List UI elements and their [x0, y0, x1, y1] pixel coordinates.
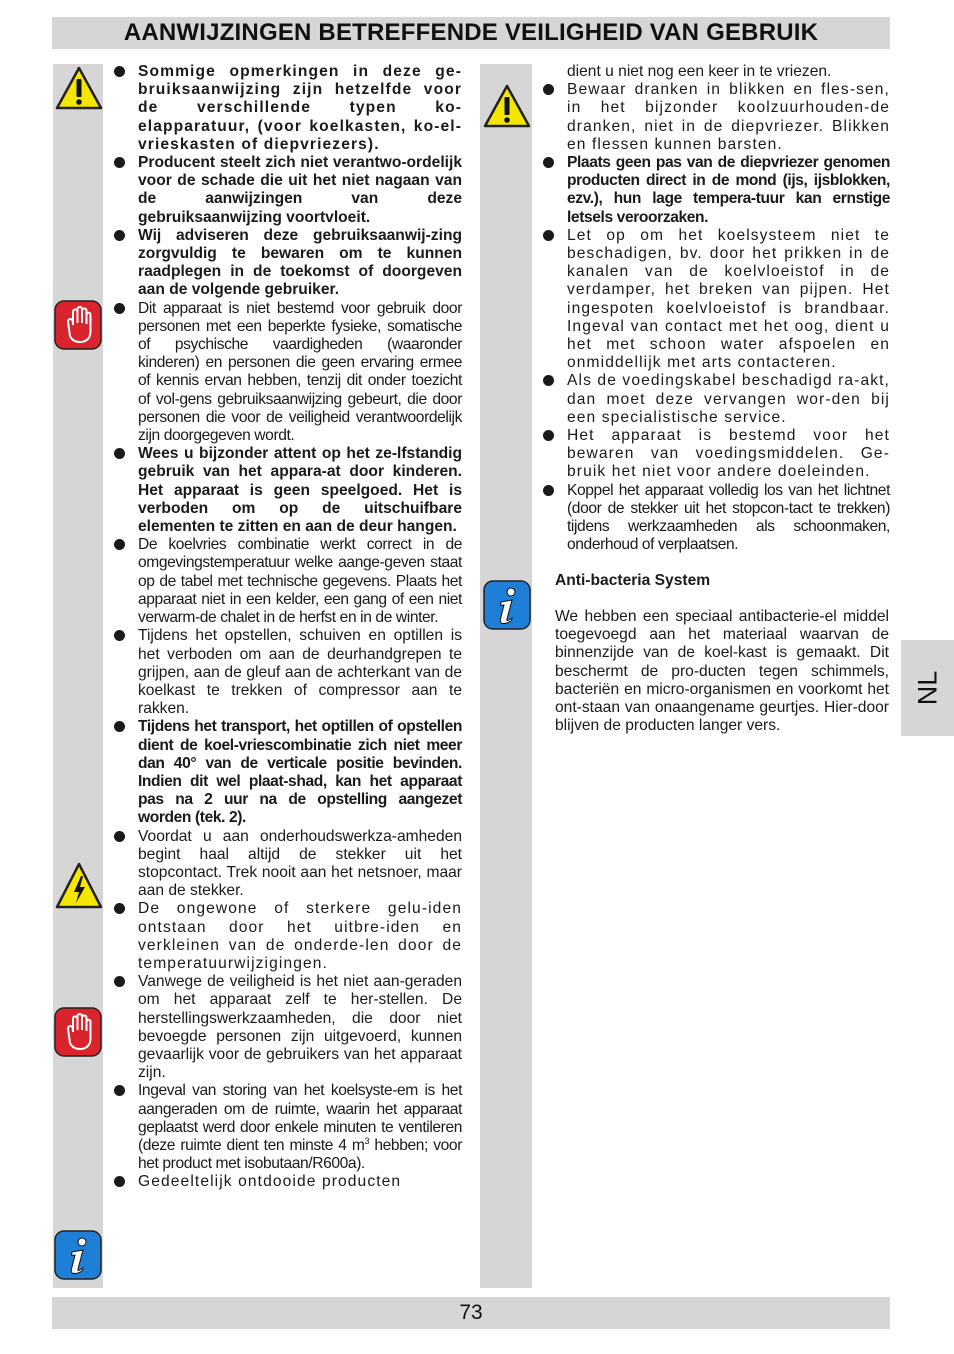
list-item — [541, 427, 890, 482]
bullet-icon — [114, 539, 125, 550]
list-item — [541, 227, 890, 373]
list-item — [112, 1082, 462, 1173]
stop-hand-icon — [54, 1007, 102, 1057]
language-tab — [901, 640, 954, 736]
item-text: dient u niet nog een keer in te vriezen. — [567, 63, 832, 80]
bullet-icon — [114, 157, 125, 168]
warning-triangle-icon — [483, 84, 531, 128]
item-text: Producent steelt zich niet verantwo-ordelijk voor de schade die uit het niet nagaan van de aanwijzingen van deze gebruiksaanwijzing voortvloeit. — [138, 154, 462, 226]
list-item — [112, 536, 462, 627]
page-number: 73 — [459, 1301, 483, 1324]
item-text: Gedeeltelijk ontdooide producten — [138, 1173, 402, 1191]
stop-hand-icon — [54, 300, 102, 350]
item-text: Dit apparaat is niet bestemd voor gebruik door personen met een beperkte fysieke, somatische of psychische vaardigheden (waaronder kinderen) en personen die geen ervaring ermee of kennis ervan hebben, tenzij dit onder toezicht of vol-gens gebruiksaanwijzing gebeurt, die door personen die voor de veiligheid verantwoordelijk zijn doorgegeven wordt. — [138, 299, 462, 445]
item-text: hebben; voor het product met isobutaan/R600a). — [138, 1136, 462, 1173]
item-text: Bewaar dranken in blikken en fles-sen, in het bijzonder koolzuurhouden-de dranken, niet in de diepvriezer. Blikken en flessen kunnen barsten. — [567, 81, 890, 153]
item-text: Voordat u aan onderhoudswerkza-amheden begint haal altijd de stekker uit het stopcontact. Trek nooit aan het netsnoer, maar aan de stekker. — [138, 827, 462, 900]
info-icon — [54, 1230, 102, 1280]
bullet-icon — [114, 1085, 125, 1096]
list-item — [541, 372, 890, 427]
item-text: Als de voedingskabel beschadigd ra-akt, dan moet deze vervangen wor-den bij een specialistische service. — [567, 372, 890, 426]
right-icon-gutter — [480, 64, 532, 1288]
list-item — [112, 828, 462, 901]
bullet-icon — [114, 303, 125, 314]
item-text: Tijdens het transport, het optillen of opstellen dient de koel-vriescombinatie zich niet meer dan 40° van de verticale positie bevinden. Indien dit wel plaat-shad, kan het apparaat pas na 2 uur na de opstelling aangezet worden (tek. 2). — [138, 718, 462, 827]
footer-bar — [52, 1297, 890, 1329]
list-item — [541, 154, 890, 227]
bullet-icon — [543, 485, 554, 496]
bullet-icon — [114, 630, 125, 641]
list-item — [112, 154, 462, 227]
language-tab-label: NL — [912, 670, 942, 706]
bullet-icon — [543, 375, 554, 386]
bullet-icon — [543, 230, 554, 241]
bullet-icon — [543, 84, 554, 95]
item-text: Wees u bijzonder attent op het ze-lfstandig gebruik van het appara-at door kinderen. Het apparaat is geen speelgoed. Het is verboden om op de uitschuifbare elementen te zitten en aan de deur hangen. — [138, 445, 462, 536]
list-item — [112, 1173, 462, 1191]
list-item — [112, 900, 462, 973]
item-text: Let op om het koelsysteem niet te beschadigen, bv. door het prikken in de kanalen van de koelvloeistof in de verdamper, het breken van pijpen. Het ingespoten koelvloeistof is brandbaar. Ingeval van contact met het oog, dient u het met schoon water afspoelen en onmiddellijk met arts contacteren. — [567, 226, 890, 372]
list-item — [112, 718, 462, 827]
bullet-icon — [114, 721, 125, 732]
list-item — [112, 445, 462, 536]
bullet-icon — [114, 230, 125, 241]
left-text-column — [112, 63, 462, 1192]
list-item-continued — [541, 63, 890, 81]
bullet-icon — [114, 976, 125, 987]
item-text: De koelvries combinatie werkt correct in de omgevingstemperatuur welke aange-geven staat op de tabel met technische gegevens. Plaats het apparaat niet in een kelder, een gang of een niet verwarm-de chalet in de herfst en in de winter. — [138, 536, 462, 627]
bullet-icon — [114, 831, 125, 842]
superscript: 3 — [364, 1135, 370, 1146]
item-text: Plaats geen pas van de diepvriezer genomen producten direct in de mond (ijs, ijsblokken, ezv.), hun lage tempera-tuur kan ernstige letsels veroorzaken. — [567, 154, 890, 226]
list-item — [541, 81, 890, 154]
left-icon-gutter — [53, 64, 103, 1288]
item-text: Wij adviseren deze gebruiksaanwij-zing zorgvuldig te bewaren om te kunnen raadplegen in de toekomst of doorgeven aan de volgende gebruiker. — [138, 226, 462, 299]
anti-bacteria-title: Anti-bacteria System — [555, 572, 711, 589]
item-text: Ingeval van storing van het koelsyste-em is het aangeraden om de ruimte, waarin het apparaat geplaatst werd door enkele minuten te ventileren (deze ruimte dient ten minste 4 m — [138, 1082, 462, 1154]
list-item — [112, 973, 462, 1082]
item-text: De ongewone of sterkere gelu-iden ontstaan door het uitbre-iden en verkleinen van de onderde-len door de temperatuurwijzigingen. — [138, 900, 462, 972]
bullet-icon — [114, 448, 125, 459]
list-item — [541, 482, 890, 555]
info-icon — [483, 580, 531, 630]
bullet-icon — [114, 903, 125, 914]
list-item — [112, 627, 462, 718]
list-item — [112, 227, 462, 300]
item-text: Sommige opmerkingen in deze ge-bruiksaanwijzing zijn hetzelfde voor de verschillende typen ko-elapparatuur, (voor koelkasten, ko-el-vrieskasten of diepvriezers). — [138, 63, 462, 153]
item-text: Vanwege de veiligheid is het niet aan-geraden om het apparaat zelf te her-stellen. De herstellingswerkzaamheden, die door niet bevoegde personen zijn uitgevoerd, kunnen gevaarlijk voor de gebruikers van het apparaat zijn. — [138, 973, 462, 1082]
bullet-icon — [114, 1176, 125, 1187]
item-text: Het apparaat is bestemd voor het bewaren van voedingsmiddelen. Ge-bruik het niet voor andere doeleinden. — [567, 427, 890, 481]
warning-triangle-icon — [55, 66, 103, 110]
title-bar — [52, 17, 890, 49]
list-item — [112, 63, 462, 154]
page-title: AANWIJZINGEN BETREFFENDE VEILIGHEID VAN GEBRUIK — [123, 19, 819, 46]
electric-hazard-icon — [55, 862, 103, 910]
anti-bacteria-text: We hebben een speciaal antibacterie-el middel toegevoegd aan het materiaal waarvan de binnenzijde van de koel-kast is gemaakt. Dit beschermt de pro-ducten tegen schimmels, bacteriën en micro-organismen en voorkomt het ont-staan van onaangename geurtjes. Hier-door blijven de producten langer vers. — [555, 608, 889, 735]
item-text: Koppel het apparaat volledig los van het lichtnet (door de stekker uit het stopcon-tact te trekken) tijdens werkzaamheden als schoonmaken, onderhoud of verplaatsen. — [567, 481, 890, 554]
right-text-column — [541, 63, 890, 554]
bullet-icon — [543, 157, 554, 168]
bullet-icon — [543, 430, 554, 441]
bullet-icon — [114, 66, 125, 77]
list-item — [112, 300, 462, 446]
item-text: Tijdens het opstellen, schuiven en optillen is het verboden om aan de deurhandgrepen te grijpen, aan de gleuf aan de achterkant van de koelkast te trekken of compressor aan te rakken. — [138, 627, 462, 718]
